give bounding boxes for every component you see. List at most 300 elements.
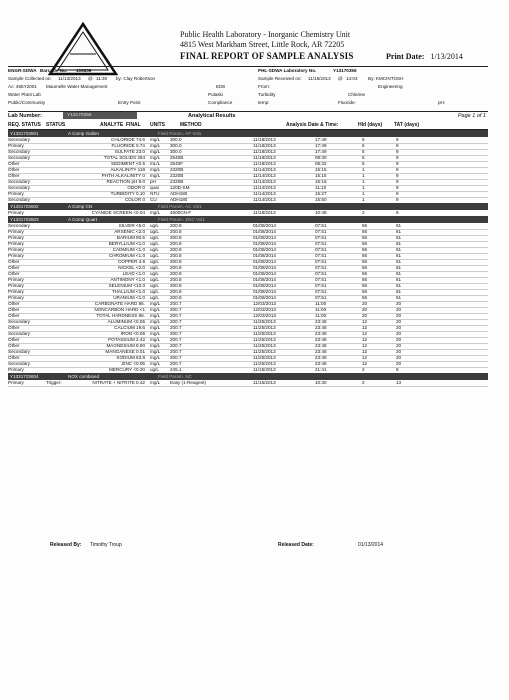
group-id: Y1331703604 — [10, 374, 39, 379]
req-status: Other — [8, 301, 20, 306]
hld-days: 56 — [362, 259, 368, 264]
sample-group-header — [8, 203, 488, 210]
released-by: Timothy Troup — [90, 542, 122, 548]
method: 200.8 — [170, 283, 182, 288]
col-tat: TAT (days) — [394, 122, 420, 128]
req-status: Other — [8, 343, 20, 348]
tat-days: 61 — [396, 253, 402, 258]
method: 200.7 — [170, 331, 182, 336]
column-header — [8, 121, 488, 130]
analysis-time: 23:48 — [315, 337, 327, 342]
tat-days: 9 — [396, 197, 399, 202]
method: ADH180 — [170, 197, 188, 202]
hld-days: 1 — [362, 173, 365, 178]
analyte-result: SELENIUM <10.0 — [108, 283, 145, 288]
analyte-result: IRON <0.05 — [120, 331, 145, 336]
method: 200.8 — [170, 235, 182, 240]
req-status: Primary — [8, 283, 24, 288]
analysis-date: 11/25/2013 — [253, 325, 276, 330]
analysis-date: 11/18/2013 — [253, 161, 276, 166]
req-status: Other — [8, 325, 20, 330]
header-rule — [8, 66, 488, 67]
analysis-date: 11/18/2013 — [253, 155, 276, 160]
hld-days: 12 — [362, 325, 368, 330]
req-status: Primary — [8, 277, 24, 282]
analysis-time: 07:51 — [315, 229, 327, 234]
tat-days: 20 — [396, 319, 402, 324]
tat-days: 20 — [396, 355, 402, 360]
hld-days: 12 — [362, 331, 368, 336]
units: mg/L — [150, 173, 161, 178]
analyte-result: URANIUM <1.0 — [113, 295, 145, 300]
analysis-time: 15:50 — [315, 197, 327, 202]
units: ug/L — [150, 289, 159, 294]
analysis-time: 08:30 — [315, 155, 327, 160]
method: 200.7 — [170, 355, 182, 360]
system-name: Maumelle Water Management — [46, 84, 108, 89]
received-date: 11/15/2013 — [308, 76, 331, 81]
tat-days: 61 — [396, 259, 402, 264]
from-label: From: — [258, 84, 270, 89]
req-status: Other — [8, 355, 20, 360]
hld-days: 20 — [362, 307, 368, 312]
hld-days: 56 — [362, 283, 368, 288]
lab-number-header — [8, 112, 488, 121]
tat-days: 20 — [396, 337, 402, 342]
barcode-value: 106639 — [76, 68, 92, 73]
analysis-time: 21:41 — [315, 367, 327, 372]
analyte-result: CADMIUM <1.0 — [112, 247, 145, 252]
analyte-result: SODIUM 63.6 — [116, 355, 145, 360]
tat-days: 20 — [396, 301, 402, 306]
req-status: Secondary — [8, 185, 30, 190]
barcode-label: Barcode No. — [40, 68, 68, 73]
req-status: Other — [8, 307, 20, 312]
ac-number: Ac: 465Y2001 — [8, 84, 37, 89]
analyte-result: NICKEL <2.0 — [118, 265, 145, 270]
units: mL/L — [150, 161, 161, 166]
units: mg/L — [150, 210, 161, 215]
analysis-time: 23:48 — [315, 349, 327, 354]
analysis-time: 23:48 — [315, 361, 327, 366]
analysis-date: 11/15/2013 — [253, 367, 276, 372]
analysis-date: 11/25/2013 — [253, 337, 276, 342]
req-status: Other — [8, 265, 20, 270]
analyte-result: COLOR 0 — [124, 197, 145, 202]
collected-label: Sample Collected on: — [8, 76, 52, 81]
units: ug/L — [150, 277, 159, 282]
method: 200.8 — [170, 229, 182, 234]
table-row — [8, 380, 488, 387]
req-status: Other — [8, 167, 20, 172]
analysis-date: 11/15/2013 — [253, 380, 276, 385]
req-status: Secondary — [8, 179, 30, 184]
req-status: Secondary — [8, 361, 30, 366]
analysis-date: 01/08/2014 — [253, 289, 276, 294]
analyte-result: ODOR 0 — [127, 185, 145, 190]
lab-number-label: Lab Number: — [8, 113, 42, 119]
hld-days: 56 — [362, 277, 368, 282]
method: 200.7 — [170, 349, 182, 354]
tat-days: 20 — [396, 331, 402, 336]
compliance: Compliance — [208, 100, 233, 105]
analyte-result: MERCURY <0.20 — [109, 367, 145, 372]
method: 200.7 — [170, 301, 182, 306]
method: 200.8 — [170, 271, 182, 276]
analysis-time: 08:32 — [315, 161, 327, 166]
method: 200.8 — [170, 253, 182, 258]
units: mg/L — [150, 319, 161, 324]
analyte-result: CHLORIDE 74.6 — [111, 137, 145, 142]
units: ug/L — [150, 271, 159, 276]
group-field-param: Field Param. AP Vol1 — [158, 131, 202, 136]
req-status: Primary — [8, 210, 24, 215]
analysis-date: 11/14/2013 — [253, 167, 276, 172]
analysis-date: 01/08/2014 — [253, 259, 276, 264]
print-date-label: Print Date: — [386, 52, 425, 61]
units: mg/L — [150, 349, 161, 354]
units: ug/L — [150, 229, 159, 234]
method: ADH180 — [170, 191, 188, 196]
units: ug/L — [150, 259, 159, 264]
phl-label: PHL-SDWA Laboratory No. — [258, 68, 317, 73]
col-status: STATUS — [46, 122, 66, 128]
tat-days: 61 — [396, 265, 402, 270]
req-status: Secondary — [8, 331, 30, 336]
col-hld: Hld (days) — [358, 122, 383, 128]
req-status: Secondary — [8, 197, 30, 202]
hld-days: 56 — [362, 223, 368, 228]
req-status: Secondary — [8, 137, 30, 142]
tat-days: 9 — [396, 185, 399, 190]
analysis-date: 11/25/2013 — [253, 355, 276, 360]
req-status: Other — [8, 161, 20, 166]
analysis-date: 11/18/2013 — [253, 149, 276, 154]
analysis-date: 01/08/2014 — [253, 253, 276, 258]
units: mg/L — [150, 155, 161, 160]
req-status: Primary — [8, 367, 24, 372]
tat-days: 9 — [396, 143, 399, 148]
method: 200.7 — [170, 361, 182, 366]
units: ug/L — [150, 295, 159, 300]
analysis-date: 11/25/2013 — [253, 349, 276, 354]
req-status: Secondary — [8, 319, 30, 324]
received-label: Sample Received on: — [258, 76, 302, 81]
tat-days: 20 — [396, 349, 402, 354]
hld-days: 2 — [362, 367, 365, 372]
analysis-date: 11/25/2013 — [253, 361, 276, 366]
tat-days: 9 — [396, 161, 399, 166]
req-status: Primary — [8, 289, 24, 294]
method: 2540B — [170, 155, 184, 160]
lab-number-box: Y13170356 — [63, 112, 137, 119]
hld-days: 56 — [362, 229, 368, 234]
group-id: Y1331703601 — [10, 131, 39, 136]
analysis-date: 11/18/2013 — [253, 143, 276, 148]
tat-days: 8 — [396, 367, 399, 372]
tat-days: 9 — [396, 167, 399, 172]
analysis-time: 23:48 — [315, 355, 327, 360]
col-req-status: REQ. STATUS — [8, 122, 41, 128]
analysis-date: 12/03/2013 — [253, 301, 276, 306]
hld-days: 5 — [362, 149, 365, 154]
analyte-result: ZINC <0.05 — [121, 361, 145, 366]
analysis-date: 01/08/2014 — [253, 295, 276, 300]
units: pH — [150, 179, 156, 184]
hld-days: 12 — [362, 355, 368, 360]
engr-label: ENGR-SDWA — [8, 68, 37, 73]
method: 200.8 — [170, 241, 182, 246]
analysis-time: 07:51 — [315, 295, 327, 300]
hld-days: 1 — [362, 191, 365, 196]
units: mg/L — [150, 343, 161, 348]
turbidity-label: Turbidity — [258, 92, 276, 97]
method: 200.8 — [170, 247, 182, 252]
analysis-time: 17:49 — [315, 137, 327, 142]
hld-days: 1 — [362, 167, 365, 172]
units: NTU — [150, 191, 160, 196]
hld-days: 56 — [362, 265, 368, 270]
analyte-result: SILVER <5.0 — [118, 223, 145, 228]
analysis-time: 23:48 — [315, 331, 327, 336]
released-by-label: Released By: — [50, 542, 82, 548]
analysis-time: 11:00 — [315, 301, 327, 306]
tat-days: 20 — [396, 343, 402, 348]
units: mg/L — [150, 361, 161, 366]
analysis-time: 07:51 — [315, 271, 327, 276]
method: 300.0 — [170, 143, 182, 148]
hld-days: 56 — [362, 241, 368, 246]
analyte-result: MAGNESIUM 8.90 — [106, 343, 145, 348]
analysis-date: 01/08/2014 — [253, 283, 276, 288]
phl-number: Y13170356 — [333, 68, 357, 73]
print-date-value: 1/13/2014 — [430, 52, 463, 61]
units: ug/L — [150, 241, 159, 246]
tat-days: 9 — [396, 137, 399, 142]
method: 2320B — [170, 173, 184, 178]
received-by: By: KMCINTOSH — [368, 76, 404, 81]
method: 200.7 — [170, 343, 182, 348]
units: mg/L — [150, 337, 161, 342]
fluoride-label: Fluoride: — [338, 100, 356, 105]
analyte-result: THALLIUM <1.0 — [111, 289, 145, 294]
col-analyte: ANALYTE — [100, 122, 124, 128]
req-status: Other — [8, 313, 20, 318]
tat-days: 61 — [396, 235, 402, 240]
lab-name: Public Health Laboratory - Inorganic Chemistry Unit — [180, 30, 351, 39]
hld-days: 56 — [362, 235, 368, 240]
analyte-result: SULFATE 23.0 — [114, 149, 145, 154]
req-status: Primary — [8, 241, 24, 246]
collected-time: 11:30 — [96, 76, 108, 81]
method: 200.7 — [170, 307, 182, 312]
req-status: Primary — [8, 191, 24, 196]
sample-group-header — [8, 130, 488, 137]
hld-days: 12 — [362, 361, 368, 366]
col-units: UNITS — [150, 122, 165, 128]
analysis-time: 17:49 — [315, 143, 327, 148]
method: 200.7 — [170, 337, 182, 342]
analysis-time: 11:00 — [315, 313, 327, 318]
analysis-date: 11/25/2013 — [253, 331, 276, 336]
method: 300.0 — [170, 149, 182, 154]
units: CU — [150, 197, 157, 202]
tat-days: 9 — [396, 149, 399, 154]
analysis-time: 15:15 — [315, 179, 327, 184]
analysis-date: 11/14/2013 — [253, 179, 276, 184]
tat-days: 13 — [396, 380, 402, 385]
hld-days: 5 — [362, 137, 365, 142]
analytical-results-label: Analytical Results — [188, 113, 236, 119]
received-at: @ — [338, 76, 343, 81]
method: 2320B — [170, 167, 184, 172]
collected-date: 11/13/2013 — [58, 76, 81, 81]
method: 200.8 — [170, 277, 182, 282]
method: Easy (1-Reagent) — [170, 380, 207, 385]
analysis-date: 01/08/2014 — [253, 277, 276, 282]
units: mg/L — [150, 331, 161, 336]
units: ug/L — [150, 235, 159, 240]
units: mg/L — [150, 137, 161, 142]
units: mg/L — [150, 325, 161, 330]
tat-days: 61 — [396, 247, 402, 252]
units: mg/L — [150, 313, 161, 318]
analysis-date: 01/08/2014 — [253, 265, 276, 270]
req-status: Other — [8, 259, 20, 264]
hld-days: 12 — [362, 337, 368, 342]
release-footer — [8, 542, 488, 550]
analysis-time: 15:15 — [315, 173, 327, 178]
analysis-date: 01/08/2014 — [253, 229, 276, 234]
entry-point: Entry Point — [118, 100, 141, 105]
analyte-result: TOTAL SOLIDS 284 — [103, 155, 145, 160]
group-id: Y1331703603 — [10, 217, 39, 222]
sample-group-header — [8, 216, 488, 223]
analyte-result: ARSENIC <2.0 — [114, 229, 145, 234]
analysis-date: 11/18/2013 — [253, 210, 276, 215]
received-time: 14:03 — [346, 76, 358, 81]
group-field-param: Field Param. NC — [158, 374, 192, 379]
hld-days: 2 — [362, 380, 365, 385]
released-date-label: Released Date: — [278, 542, 314, 548]
analysis-time: 07:51 — [315, 265, 327, 270]
method: 200.8 — [170, 289, 182, 294]
units: ug/L — [150, 283, 159, 288]
analyte-result: TOTAL HARDNESS 86. — [96, 313, 145, 318]
analysis-time: 15:15 — [315, 167, 327, 172]
units: ug/L — [150, 367, 159, 372]
analyte-result: LEAD <1.0 — [122, 271, 145, 276]
collected-by: by: Clay Robertson — [116, 76, 156, 81]
analyte-result: CYANIDE SCREEN <0.04 — [91, 210, 145, 215]
col-analysis-date: Analysis Date & Time: — [286, 122, 339, 128]
released-date: 01/13/2014 — [358, 542, 384, 548]
analyte-result: CARBONATE HARD 86. — [94, 301, 145, 306]
col-method: METHOD — [180, 122, 202, 128]
analysis-time: 07:51 — [315, 223, 327, 228]
analysis-date: 11/14/2013 — [253, 191, 276, 196]
analysis-date: 01/08/2014 — [253, 247, 276, 252]
units: ug/L — [150, 253, 159, 258]
units: ug/L — [150, 247, 159, 252]
analysis-time: 07:51 — [315, 289, 327, 294]
analysis-date: 11/14/2013 — [253, 173, 276, 178]
analysis-date: 01/08/2014 — [253, 271, 276, 276]
analysis-time: 07:51 — [315, 283, 327, 288]
hld-days: 56 — [362, 247, 368, 252]
hld-days: 12 — [362, 343, 368, 348]
method: 2320B — [170, 179, 184, 184]
req-status: Primary — [8, 295, 24, 300]
req-status: Secondary — [8, 155, 30, 160]
method: 200.7 — [170, 313, 182, 318]
method: 2540F — [170, 161, 184, 166]
analysis-time: 07:51 — [315, 253, 327, 258]
analyte-result: ALUMINUM <0.05 — [107, 319, 145, 324]
col-final: FINAL — [126, 122, 141, 128]
analysis-time: 11:00 — [315, 307, 327, 312]
hld-days: 56 — [362, 271, 368, 276]
group-name: A Comp Quart — [68, 217, 98, 222]
analyte-result: NITRATE + NITRITE 0.42 — [92, 380, 145, 385]
tat-days: 20 — [396, 313, 402, 318]
method: 300.0 — [170, 137, 182, 142]
method: 120D-SM — [170, 185, 190, 190]
hld-days: 2 — [362, 210, 365, 215]
tat-days: 9 — [396, 155, 399, 160]
analyte-result: BARIUM 90.5 — [116, 235, 145, 240]
hld-days: 5 — [362, 155, 365, 160]
req-status: Other — [8, 173, 20, 178]
group-field-param: Field Param. ZNC Vol1 — [158, 217, 205, 222]
sample-group-header — [8, 373, 488, 380]
status: Trigger: — [46, 380, 62, 385]
hld-days: 56 — [362, 253, 368, 258]
analysis-date: 11/14/2013 — [253, 197, 276, 202]
sample-meta — [8, 68, 488, 108]
req-status: Primary — [8, 229, 24, 234]
report-title: FINAL REPORT OF SAMPLE ANALYSIS — [180, 51, 354, 61]
group-name: A Comp Gallon — [68, 131, 99, 136]
analyte-result: CALCIUM 19.6 — [114, 325, 145, 330]
req-status: Primary — [8, 235, 24, 240]
tat-days: 9 — [396, 191, 399, 196]
analysis-date: 12/03/2013 — [253, 307, 276, 312]
req-status: Other — [8, 271, 20, 276]
group-field-param: Field Param. AC Vol1 — [158, 204, 202, 209]
analysis-time: 23:48 — [315, 319, 327, 324]
analysis-date: 12/03/2013 — [253, 313, 276, 318]
analysis-time: 07:51 — [315, 259, 327, 264]
tat-days: 61 — [396, 241, 402, 246]
analyte-result: BERYLLIUM <1.0 — [108, 241, 145, 246]
req-status: Secondary — [8, 349, 30, 354]
group-id: Y1331703602 — [10, 204, 39, 209]
temp-label: temp: — [258, 100, 270, 105]
method: 245.1 — [170, 367, 182, 372]
units: qual — [150, 185, 159, 190]
analysis-time: 11:10 — [315, 185, 327, 190]
req-status: Primary — [8, 253, 24, 258]
analysis-date: 01/08/2014 — [253, 223, 276, 228]
analyte-result: PHTH ALKALINITY 0 — [101, 173, 145, 178]
analyte-result: REACTION pH 8.0 — [106, 179, 145, 184]
analysis-time: 10:30 — [315, 380, 327, 385]
ed-code: ED8 — [216, 84, 225, 89]
tat-days: 20 — [396, 325, 402, 330]
analysis-time: 07:51 — [315, 241, 327, 246]
lab-address: 4815 West Markham Street, Little Rock, AR 72205 — [180, 40, 345, 49]
